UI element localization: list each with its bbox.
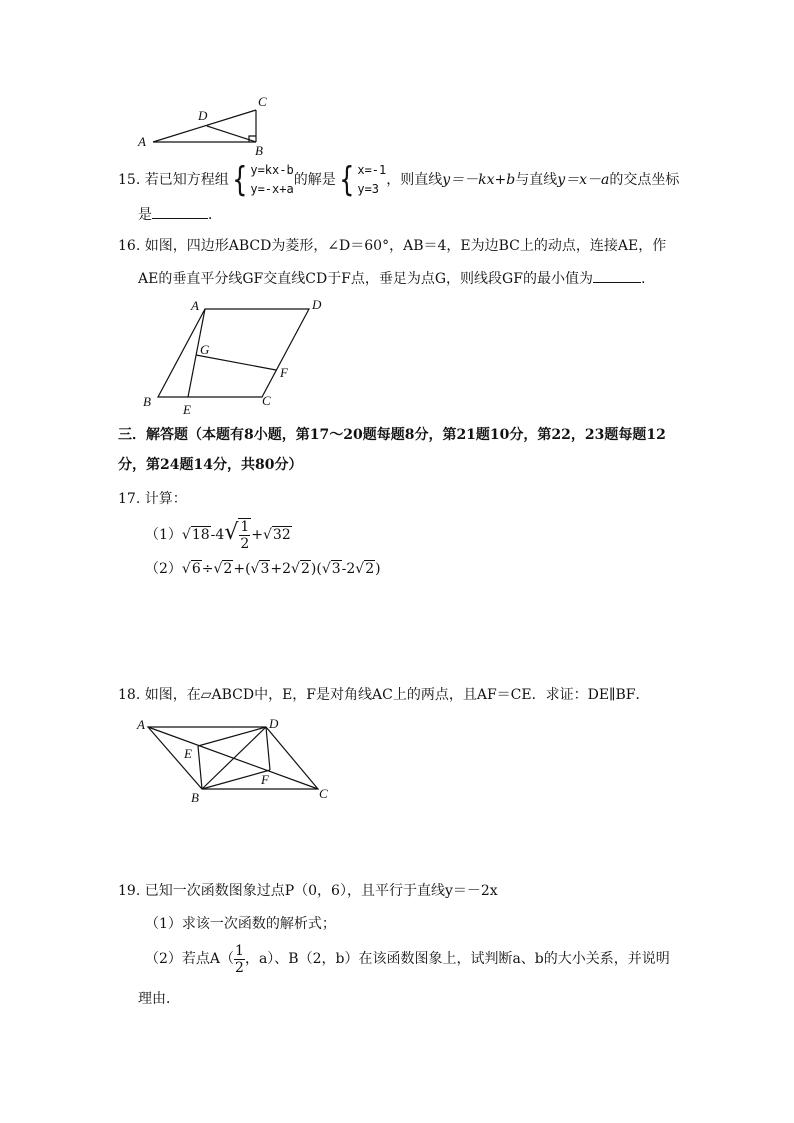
sqrt-icon: √ — [224, 520, 239, 545]
denominator: 2 — [240, 536, 250, 552]
operator: +2 — [270, 561, 292, 577]
q19-part-1: （1）求该一次函数的解析式； — [145, 916, 336, 932]
fraction — [234, 943, 245, 976]
radicand: 2 — [223, 561, 233, 577]
q15-text-pre: 若已知方程组 — [144, 172, 229, 188]
label-b: B — [191, 790, 199, 805]
equation: y=-x+a — [250, 182, 294, 196]
question-number: 15. — [118, 172, 141, 188]
question-number: 18. — [118, 687, 141, 703]
operator: )( — [310, 561, 322, 577]
line-equation: y＝x－a — [557, 172, 610, 188]
question-19 — [118, 880, 498, 902]
operator: -4 — [210, 527, 225, 543]
radicand: 3 — [260, 561, 270, 577]
radicand: 2 — [300, 561, 310, 577]
q15-text: ，则直线 — [386, 172, 443, 188]
brace-icon: { — [338, 160, 355, 200]
operator: ) — [375, 561, 381, 577]
numerator: 1 — [240, 519, 250, 535]
sqrt-icon: √ — [181, 527, 191, 543]
label-d: D — [198, 108, 208, 123]
sqrt-icon: √ — [291, 561, 300, 577]
q19-part-2-text: （2）若点A（ — [145, 951, 235, 967]
q16-text: AE的垂直平分线GF交直线CD于F点，垂足为点G，则线段GF的最小值为 — [138, 271, 593, 287]
numerator: 1 — [235, 942, 244, 959]
label-g: G — [200, 342, 210, 357]
label-e: E — [183, 402, 191, 417]
label-d: D — [269, 716, 279, 731]
radicand: 32 — [272, 527, 291, 543]
question-number: 17. — [118, 491, 141, 507]
q19-part-2-cont: 理由． — [138, 991, 180, 1007]
question-number: 19. — [118, 883, 141, 899]
q18-text: 如图，在▱ABCD中，E，F是对角线AC上的两点，且AF＝CE．求证：DE∥BF． — [144, 687, 650, 703]
label-b: B — [143, 394, 151, 409]
sqrt-icon: √ — [263, 527, 272, 543]
sqrt-icon: √ — [321, 561, 331, 577]
radicand: 6 — [191, 561, 201, 577]
operator: +( — [233, 561, 251, 577]
label-a: A — [137, 717, 145, 732]
question-15-cont: 是 ． — [138, 204, 222, 226]
q16-text: 如图，四边形ABCD为菱形，∠D＝60°，AB＝4，E为边BC上的动点，连接AE，作 — [144, 238, 667, 254]
label-e: E — [184, 746, 192, 761]
label-f: F — [280, 365, 288, 380]
q17-title: 计算： — [144, 491, 187, 507]
sqrt-icon: √ — [181, 561, 191, 577]
equation: y=3 — [357, 182, 380, 196]
q15-text: 与直线 — [515, 172, 558, 188]
label-a: A — [191, 298, 199, 313]
q15-text: 的交点坐标 — [609, 172, 680, 188]
label-c: C — [319, 786, 328, 801]
q15-text-mid: 的解是 — [293, 172, 336, 188]
brace-icon: { — [231, 160, 248, 200]
section-heading: 三．解答题（本题有8小题，第17～20题每题8分，第21题10分，第22，23题每题12 — [118, 427, 666, 443]
period: . — [640, 271, 646, 287]
label-c: C — [258, 94, 267, 109]
sqrt-icon: √ — [213, 561, 223, 577]
label-a: A — [138, 134, 146, 149]
part-label: （2） — [145, 561, 182, 577]
part-label: （1） — [145, 527, 182, 543]
denominator: 2 — [235, 959, 244, 976]
question-number: 16. — [118, 238, 141, 254]
equation: x=-1 — [357, 163, 387, 177]
equation: y=kx-b — [250, 163, 294, 177]
operator: ÷ — [201, 561, 214, 577]
label-c: C — [262, 393, 271, 408]
q19-part-2-text: ，a）、B（2，b）在该函数图象上，试判断a、b的大小关系，并说明 — [244, 951, 670, 967]
label-f: F — [261, 772, 269, 787]
line-equation: y＝－kx+b — [442, 172, 516, 188]
radicand: 18 — [191, 527, 210, 543]
sqrt-icon: √ — [250, 561, 260, 577]
sqrt-icon: √ — [355, 561, 365, 577]
section-heading-cont: 分，第24题14分，共80分） — [118, 457, 303, 473]
label-d: D — [312, 297, 322, 312]
operator: -2 — [341, 561, 356, 577]
radicand: 2 — [365, 561, 375, 577]
radicand: 3 — [331, 561, 341, 577]
label-b: B — [255, 143, 263, 158]
q15-text: 是 — [138, 207, 152, 223]
q19-text: 已知一次函数图象过点P（0，6），且平行于直线y＝－2x — [144, 883, 498, 899]
q19-part-2 — [145, 942, 670, 976]
operator: + — [251, 527, 263, 543]
